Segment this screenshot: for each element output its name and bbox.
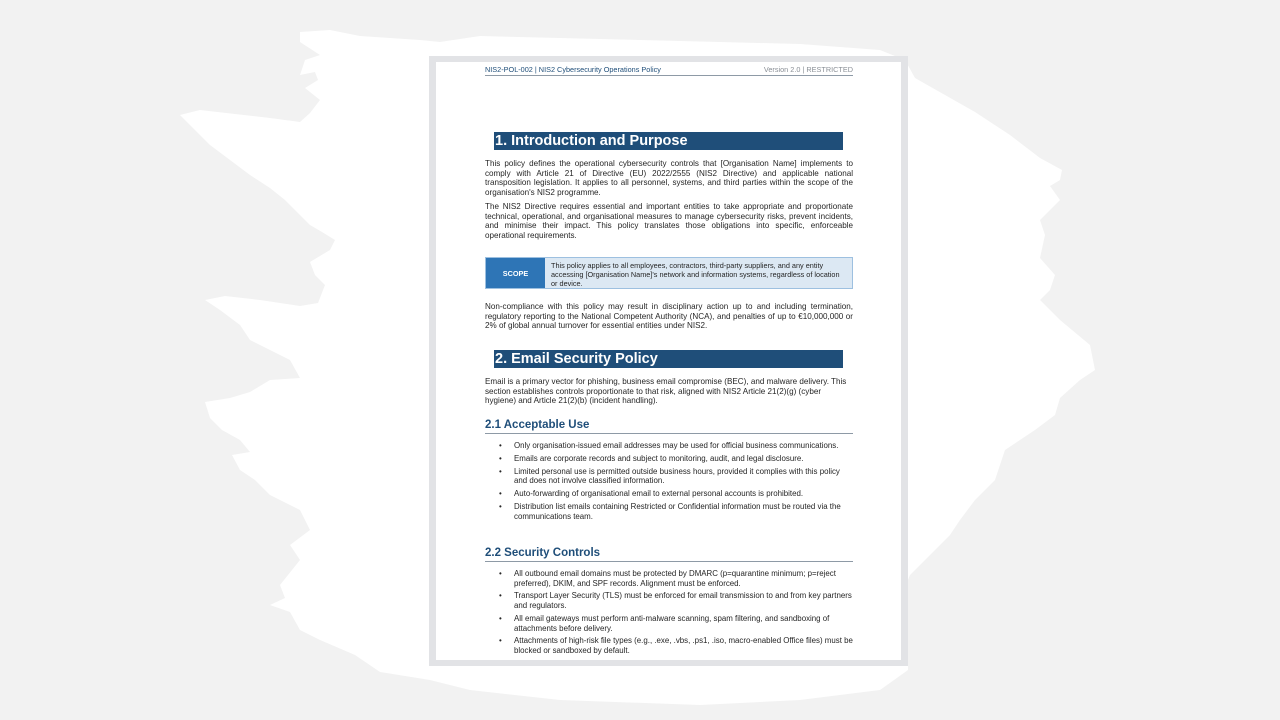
bullet-icon: • <box>499 453 502 463</box>
bullet-icon: • <box>499 636 502 646</box>
bullet-icon: • <box>499 441 502 450</box>
list-item: • Attachments of high-risk file types (e.g., .exe, .vbs, .ps1, .iso, macro-enabled Office files) must be blocked or sandboxed by default. <box>499 636 853 656</box>
bullet-icon: • <box>499 489 502 499</box>
list-item: • Auto-forwarding of organisational email to external personal accounts is prohibited. <box>499 489 804 499</box>
subsection-2-2-heading: 2.2 Security Controls <box>485 547 853 562</box>
subsection-2-1-heading: 2.1 Acceptable Use <box>485 419 853 434</box>
acceptable-use-list <box>485 441 853 525</box>
list-item: • Only organisation-issued email addresses may be used for official business communications. <box>499 441 839 450</box>
scope-label: SCOPE <box>486 258 545 288</box>
section-2-heading: 2. Email Security Policy <box>494 350 843 368</box>
section-1-paragraph-1: This policy defines the operational cybersecurity controls that [Organisation Name] implements to comply with Article 21 of Directive (EU) 2022/2555 (NIS2 Directive) and applicable national transposition legislation. It applies to all personnel, systems, and third parties within the scope of the organisation's NIS2 programme. <box>485 159 853 197</box>
list-item: • Transport Layer Security (TLS) must be enforced for email transmission to and from key partners and regulators. <box>499 591 852 611</box>
document-page <box>436 62 901 660</box>
scope-text: This policy applies to all employees, contractors, third-party suppliers, and any entity accessing [Organisation Name]'s network and information systems, regardless of location or device. <box>551 261 840 289</box>
section-2-intro: Email is a primary vector for phishing, business email compromise (BEC), and malware delivery. This section establishes controls proportionate to that risk, aligned with NIS2 Article 21(2)(g) (cyber hygiene) and Article 21(2)(b) (incident handling). <box>485 377 847 405</box>
list-item: • Distribution list emails containing Restricted or Confidential information must be routed via the communications team. <box>499 502 841 521</box>
bullet-icon: • <box>499 613 502 623</box>
non-compliance-paragraph: Non-compliance with this policy may result in disciplinary action up to and including termination, regulatory reporting to the National Competent Authority (NCA), and penalties of up to €10,000,000 or 2% of global annual turnover for essential entities under NIS2. <box>485 302 853 330</box>
section-1-paragraph-2: The NIS2 Directive requires essential and important entities to take appropriate and proportionate technical, operational, and organisational measures to manage cybersecurity risks, prevent incidents, and minimise their impact. This policy translates those obligations into specific, enforceable operational requirements. <box>485 202 853 240</box>
list-item: • All email gateways must perform anti-malware scanning, spam filtering, and sandboxing of attachments before delivery. <box>499 613 830 633</box>
header-document-id: NIS2-POL-002 | NIS2 Cybersecurity Operations Policy <box>485 65 661 74</box>
document-page-frame <box>429 56 908 666</box>
bullet-icon: • <box>499 466 502 476</box>
bullet-icon: • <box>499 569 502 578</box>
section-1-heading: 1. Introduction and Purpose <box>494 132 843 150</box>
header-version-classification: Version 2.0 | RESTRICTED <box>763 65 853 74</box>
scope-callout <box>485 257 853 289</box>
list-item: • Emails are corporate records and subject to monitoring, audit, and legal disclosure. <box>499 453 804 463</box>
bullet-icon: • <box>499 502 502 512</box>
bullet-icon: • <box>499 591 502 601</box>
list-item: • Limited personal use is permitted outside business hours, provided it complies with this policy and does not involve classified information. <box>499 466 840 486</box>
running-header <box>485 65 853 76</box>
list-item: • All outbound email domains must be protected by DMARC (p=quarantine minimum; p=reject preferred), DKIM, and SPF records. Alignment must be enforced. <box>499 569 836 588</box>
security-controls-list <box>485 569 853 659</box>
